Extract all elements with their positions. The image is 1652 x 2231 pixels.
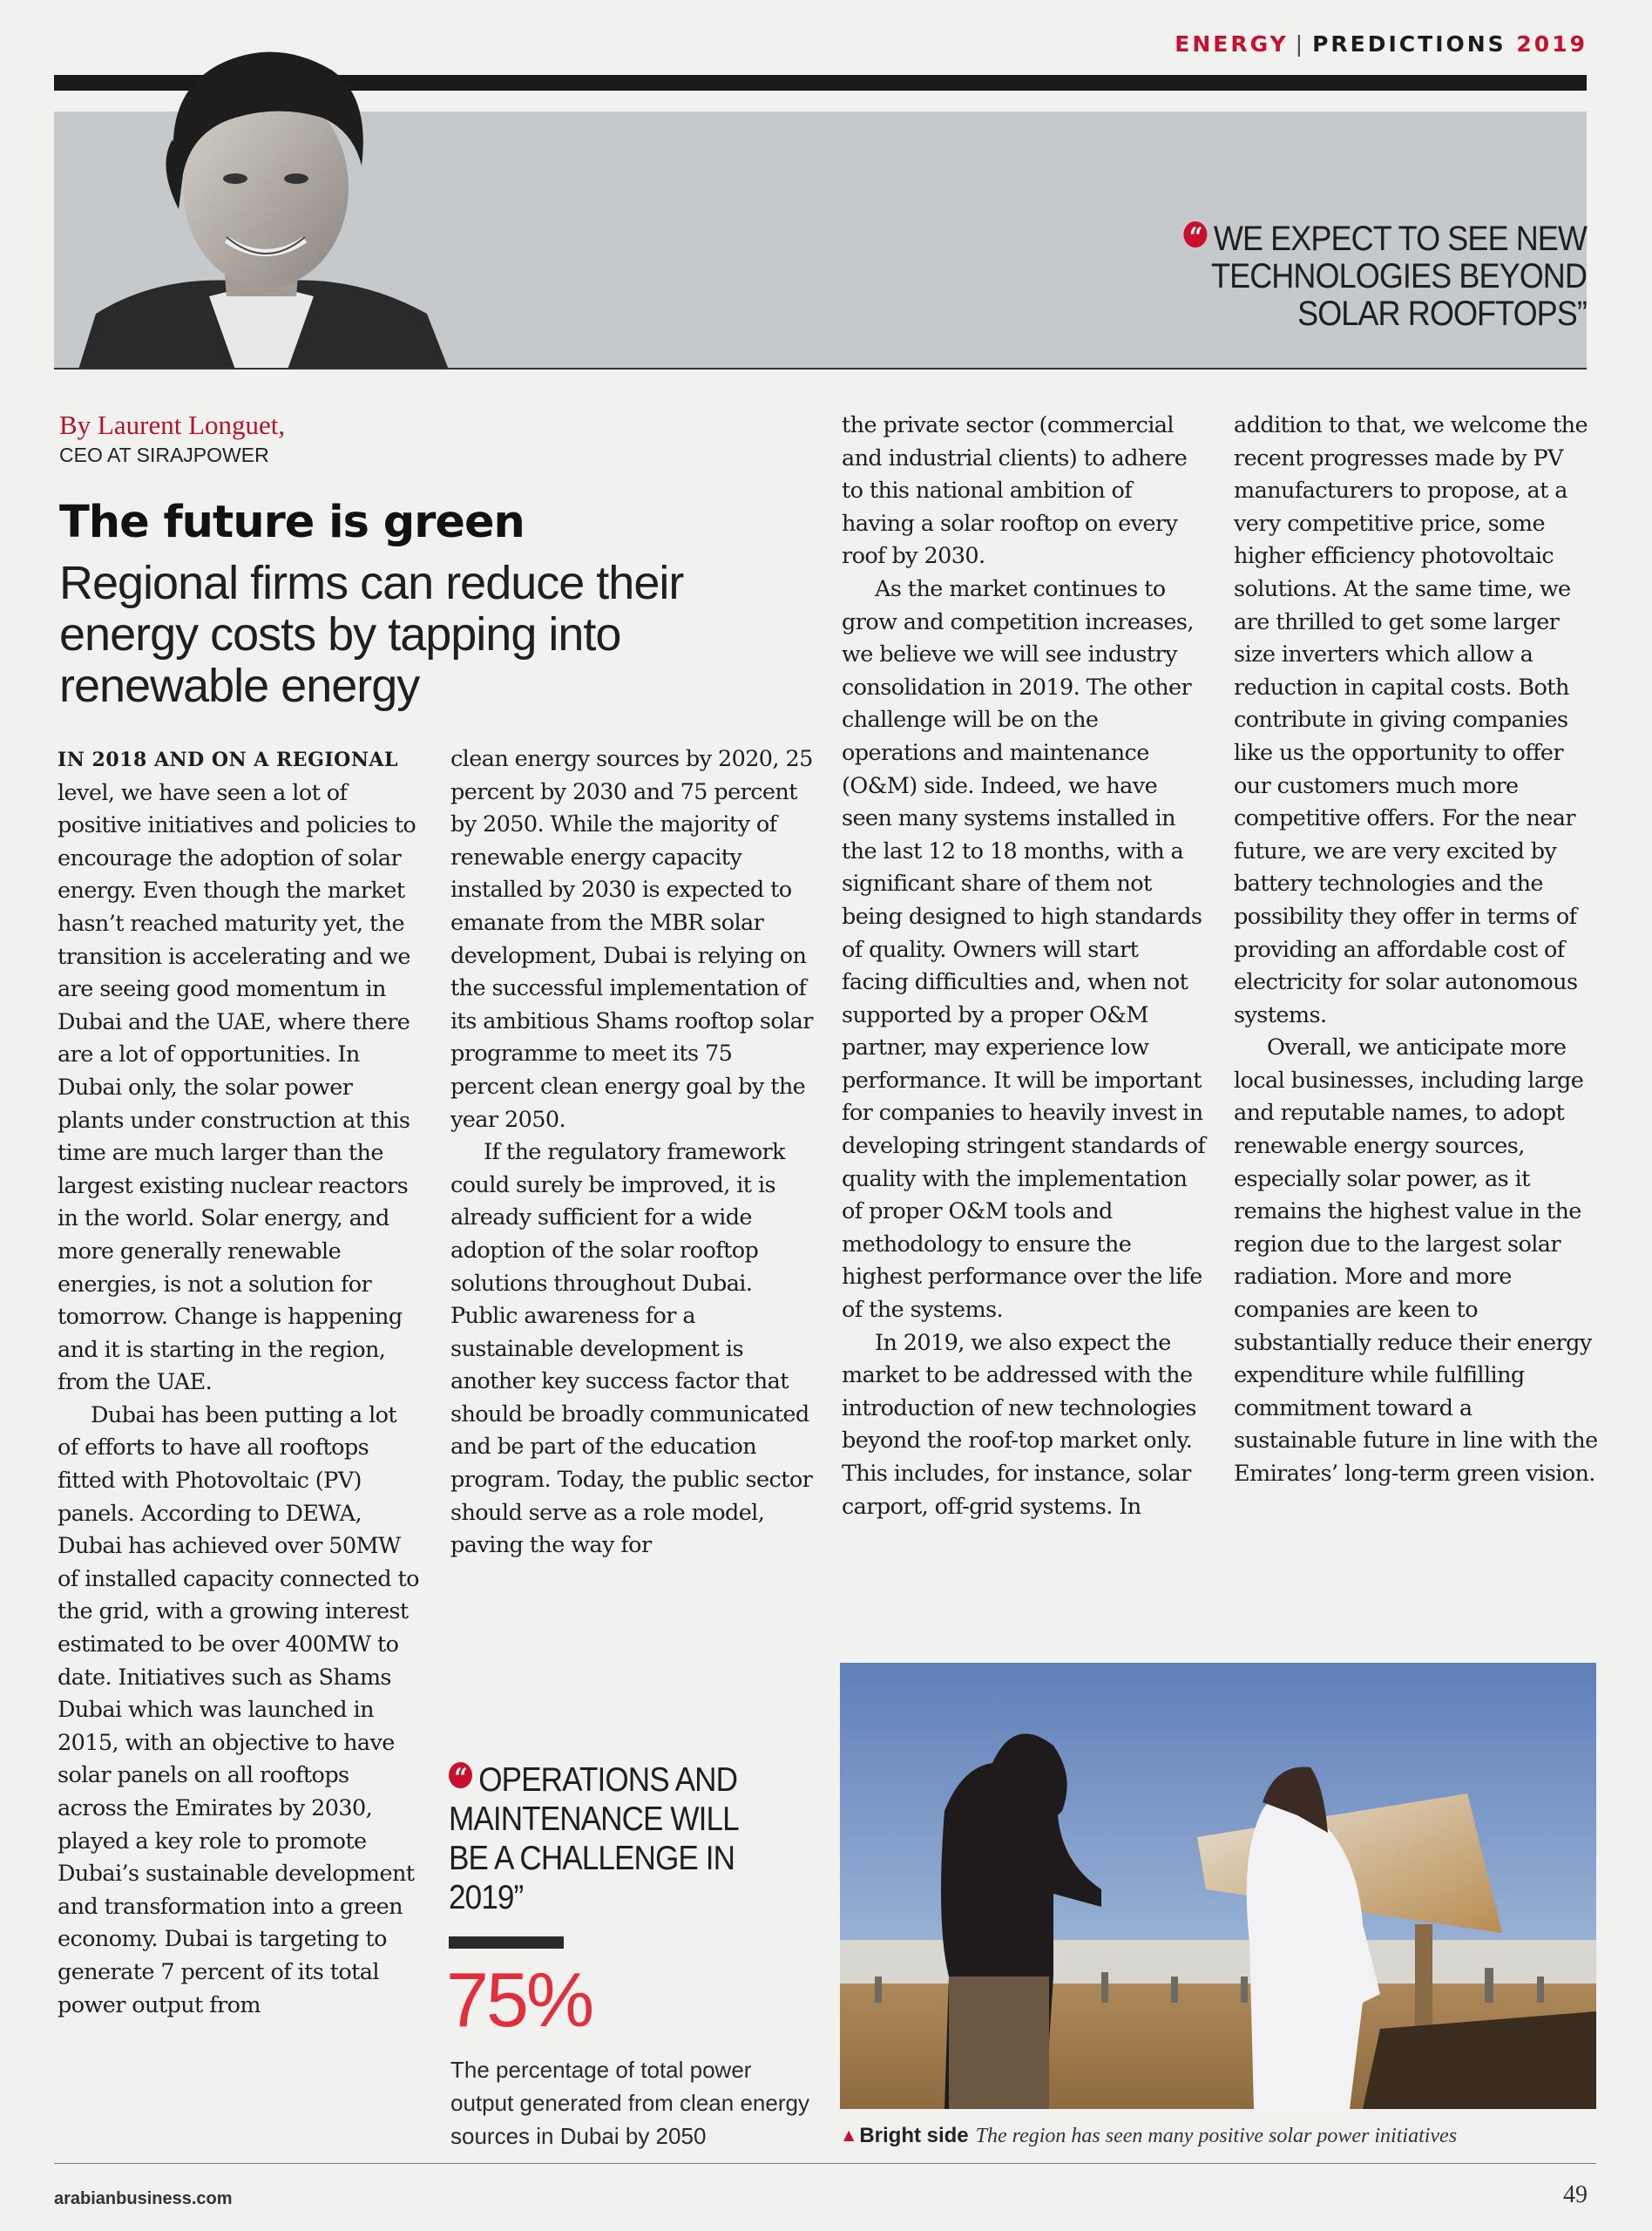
paragraph: Overall, we anticipate more local businesses, including large and reputable names, to adopt renewable energy sources, especially solar power, as it remains the highest value in the region due to the largest solar radiation. More and more companies are keen to substantially reduce their energy expenditure while fulfilling commitment toward a sustainable future in line with the Emirates’ long-term green vision. [1234,1034,1598,1487]
hero-divider [54,368,1587,370]
caption-title: Bright side [859,2124,969,2147]
article-deck: Regional firms can reduce their energy costs by tapping into renewable energy [59,557,684,712]
paragraph-text: level, we have seen a lot of positive initiatives and policies to encourage the adoption of solar energy. Even though the market hasn’t reached maturity yet, the transition is accelerating and we are seeing good momentum in Dubai and the UAE, where there are a lot of opportunities. In Dubai only, the solar power plants under construction at this time are much larger than the largest existing nuclear reactors in the world. Solar energy, and more generally renewable energies, is not a solution for tomorrow. Change is happening and it is starting in the region, from the UAE. [58,779,416,1396]
stat-value: 75% [446,1956,592,2043]
paragraph: clean energy sources by 2020, 25 percent by 2030 and 75 percent by 2050. While the majority of renewable energy capacity installed by 2030 is expected to emanate from the MBR solar development, Dubai is relying on the successful implementation of its ambitious Shams rooftop solar programme to meet its 75 percent clean energy goal by the year 2050. [450,746,813,1133]
page-number: 49 [1563,2181,1588,2208]
paragraph: the private sector (commercial and industrial clients) to adhere to this national ambition of having a solar rooftop on every roof by 2030. [842,412,1188,570]
article-photo [840,1663,1596,2109]
pull-quote-top-text: WE EXPECT TO SEE NEW TECHNOLOGIES BEYOND SOLAR ROOFTOPS” [1211,220,1587,333]
section-label: ENERGY [1175,31,1289,57]
pull-quote-top [1148,220,1587,333]
footer-rule [54,2163,1596,2164]
caption-triangle-icon: ▲ [843,2126,855,2143]
lead-in-caps: IN 2018 AND ON A REGIONAL [58,749,398,771]
author-role: CEO AT SIRAJPOWER [59,444,269,466]
stat-rule [449,1936,564,1949]
photo-caption [843,2124,1457,2148]
paragraph: In 2019, we also expect the market to be addressed with the introduction of new technologies beyond the roof-top market only. This includes, for instance, solar carport, off-grid systems. In [842,1329,1196,1520]
quote-icon: “ [449,1762,472,1788]
article-column-1 [58,743,423,2022]
footer-site-url[interactable]: arabianbusiness.com [54,2189,233,2208]
series-year: 2019 [1516,31,1588,57]
article-column-2 [450,743,816,1563]
quote-icon: “ [1184,221,1208,248]
series-label: PREDICTIONS [1312,31,1506,57]
article-column-3 [842,410,1208,1523]
author-name: By Laurent Longuet, [59,410,286,440]
caption-text: The region has seen many positive solar power initiatives [975,2125,1458,2147]
paragraph [58,743,423,1400]
article-column-4 [1234,410,1600,1491]
paragraph: If the regulatory framework could surely be improved, it is already sufficient for a wide adoption of the solar rooftop solutions throughout Dubai. Public awareness for a sustainable development is another key success factor that should be broadly communicated and be part of the education program. Today, the public sector should serve as a role model, paving the way for [450,1139,813,1559]
header-separator: | [1295,31,1306,57]
stat-description: The percentage of total power output generated from clean energy sources in Dubai by 2050 [450,2057,809,2149]
byline [59,410,285,467]
author-portrait [61,35,462,370]
paragraph: As the market continues to grow and competition increases, we believe we will see industry consolidation in 2019. The other challenge will be on the operations and maintenance (O&M) side. Indeed, we have seen many systems installed in the last 12 to 18 months, with a significant share of them not being designed to high standards of quality. Owners will start facing difficulties and, when not supported by a proper O&M partner, may experience low performance. It will be important for companies to heavily invest in developing stringent standards of quality with the implementation of proper O&M tools and methodology to ensure the highest performance over the life of the systems. [842,575,1206,1324]
paragraph: addition to that, we welcome the recent progresses made by PV manufacturers to propose, at a very competitive price, some higher efficiency photovoltaic solutions. At the same time, we are thrilled to get some larger size inverters which allow a reduction in capital costs. Both contribute in giving companies like us the opportunity to offer our customers much more competitive offers. For the near future, we are very excited by battery technologies and the possibility they offer in terms of providing an affordable cost of electricity for solar autonomous systems. [1234,412,1588,1028]
pull-quote-mid-text: OPERATIONS AND MAINTENANCE WILL BE A CHALLENGE IN 2019” [449,1761,738,1916]
article-headline: The future is green [59,497,525,548]
paragraph: Dubai has been putting a lot of efforts to have all rooftops fitted with Photovoltaic (PV) panels. According to DEWA, Dubai has achieved over 50MW of installed capacity connected to the grid, with a growing interest estimated to be over 400MW to date. Initiatives such as Shams Dubai which was launched in 2015, with an objective to have solar panels on all rooftops across the Emirates by 2030, played a key role to promote Dubai’s sustainable development and transformation into a green economy. Dubai is targeting to generate 7 percent of its total power output from [58,1401,419,2018]
pull-quote-mid [449,1760,778,1917]
section-header [1175,31,1588,57]
